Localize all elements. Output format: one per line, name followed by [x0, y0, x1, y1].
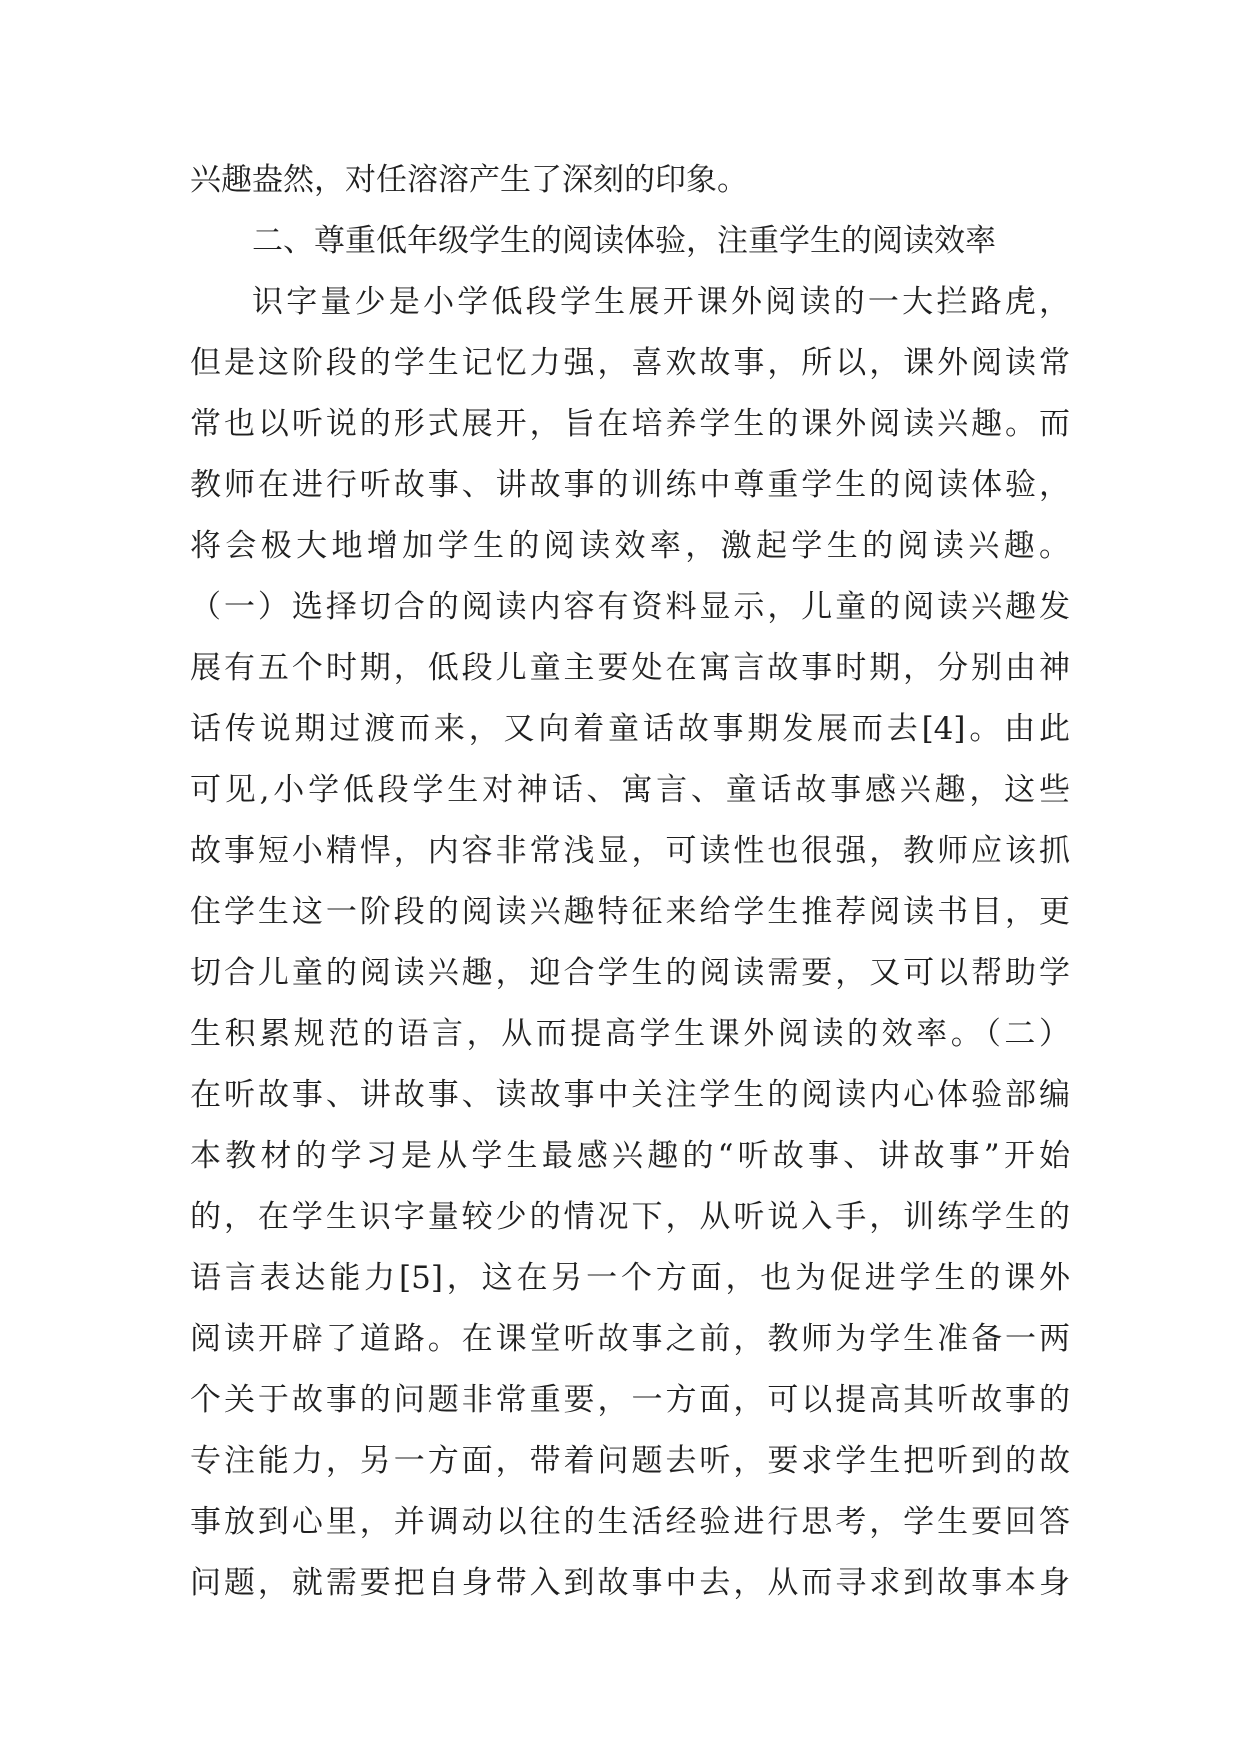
paragraph-line: 故事短小精悍，内容非常浅显，可读性也很强，教师应该抓 — [190, 833, 1070, 869]
paragraph-line: 生积累规范的语言，从而提高学生课外阅读的效率。（二） — [190, 1016, 1070, 1052]
paragraph-line: 个关于故事的问题非常重要，一方面，可以提高其听故事的 — [190, 1382, 1070, 1418]
paragraph-line: 但是这阶段的学生记忆力强，喜欢故事，所以，课外阅读常 — [190, 345, 1070, 381]
paragraph-line: 在听故事、讲故事、读故事中关注学生的阅读内心体验部编 — [190, 1077, 1070, 1113]
paragraph-line: 常也以听说的形式展开，旨在培养学生的课外阅读兴趣。而 — [190, 406, 1070, 442]
paragraph-line: 住学生这一阶段的阅读兴趣特征来给学生推荐阅读书目，更 — [190, 894, 1070, 930]
paragraph-line: （一）选择切合的阅读内容有资料显示，儿童的阅读兴趣发 — [190, 589, 1070, 625]
paragraph-line: 切合儿童的阅读兴趣，迎合学生的阅读需要，又可以帮助学 — [190, 955, 1070, 991]
paragraph-line: 本教材的学习是从学生最感兴趣的“听故事、讲故事”开始 — [190, 1138, 1070, 1174]
paragraph-line: 阅读开辟了道路。在课堂听故事之前，教师为学生准备一两 — [190, 1321, 1070, 1357]
paragraph-line: 可见,小学低段学生对神话、寓言、童话故事感兴趣，这些 — [190, 772, 1070, 808]
paragraph-line: 兴趣盎然，对任溶溶产生了深刻的印象。 — [190, 162, 748, 198]
paragraph-line: 展有五个时期，低段儿童主要处在寓言故事时期，分别由神 — [190, 650, 1070, 686]
body-text — [190, 150, 1070, 1614]
paragraph-line: 语言表达能力[5]，这在另一个方面，也为促进学生的课外 — [190, 1260, 1070, 1296]
paragraph-line: 识字量少是小学低段学生展开课外阅读的一大拦路虎， — [252, 284, 1070, 320]
section-heading: 二、尊重低年级学生的阅读体验，注重学生的阅读效率 — [252, 223, 996, 259]
paragraph-line: 专注能力，另一方面，带着问题去听，要求学生把听到的故 — [190, 1443, 1070, 1479]
paragraph-line: 的，在学生识字量较少的情况下，从听说入手，训练学生的 — [190, 1199, 1070, 1235]
paragraph-line: 话传说期过渡而来，又向着童话故事期发展而去[4]。由此 — [190, 711, 1070, 747]
paragraph-line: 教师在进行听故事、讲故事的训练中尊重学生的阅读体验， — [190, 467, 1070, 503]
paragraph-line: 事放到心里，并调动以往的生活经验进行思考，学生要回答 — [190, 1504, 1070, 1540]
paragraph-line: 问题，就需要把自身带入到故事中去，从而寻求到故事本身 — [190, 1565, 1070, 1601]
paragraph-line: 将会极大地增加学生的阅读效率，激起学生的阅读兴趣。 — [190, 528, 1070, 564]
